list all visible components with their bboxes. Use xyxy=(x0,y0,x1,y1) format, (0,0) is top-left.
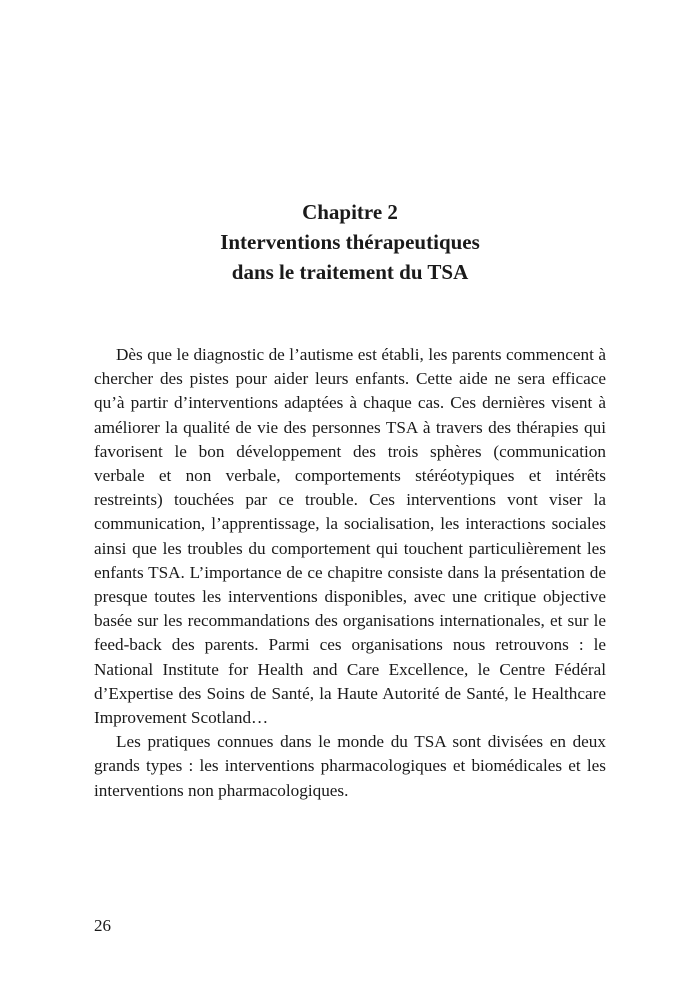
chapter-body xyxy=(94,343,606,803)
paragraph-intro: Dès que le diagnostic de l’autisme est établi, les parents commencent à chercher des pistes pour aider leurs enfants. Cette aide ne sera efficace qu’à partir d’interventions adaptées à chaque cas. Ces dernières visent à améliorer la qualité de vie des personnes TSA à travers des thérapies qui favorisent le bon développement des trois sphères (communication verbale et non verbale, comportements stéréotypiques et intérêts restreints) touchées par ce trouble. Ces interventions vont viser la communication, l’apprentissage, la socialisation, les interactions sociales ainsi que les troubles du comportement qui touchent particulièrement les enfants TSA. L’importance de ce chapitre consiste dans la présentation de presque toutes les interventions disponibles, avec une critique objective basée sur les recommandations des organisations internationales, et sur le feed-back des parents. Parmi ces organisations nous retrouvons : le National Institute for Health and Care Excellence, le Centre Fédéral d’Expertise des Soins de Santé, la Haute Autorité de Santé, le Healthcare Improvement Scotland… xyxy=(94,345,606,728)
page-number: 26 xyxy=(94,916,111,935)
chapter-title-line-2: dans le traitement du TSA xyxy=(231,260,469,284)
chapter-title-line-1: Interventions thérapeutiques xyxy=(220,230,480,254)
chapter-heading xyxy=(94,197,606,287)
chapter-number: Chapitre 2 xyxy=(302,200,398,224)
paragraph-types: Les pratiques connues dans le monde du TSA sont divisées en deux grands types : les interventions pharmacologiques et biomédicales et les interventions non pharmacologiques. xyxy=(94,732,606,800)
